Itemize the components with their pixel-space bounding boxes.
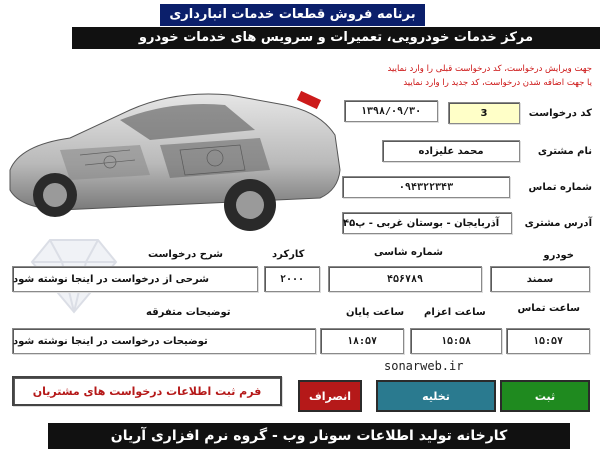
form-title-box: فرم ثبت اطلاعات درخواست های مشتریان xyxy=(12,376,282,406)
phone-input[interactable]: ۰۹۴۳۲۲۳۴۳ xyxy=(342,176,510,198)
car-illustration xyxy=(0,50,345,250)
footer-banner: کارخانه تولید اطلاعات سونار وب - گروه نرم افزاری آریان xyxy=(48,423,570,449)
contact-time-label: ساعت تماس xyxy=(517,303,580,314)
end-time-input[interactable]: ۱۸:۵۷ xyxy=(320,328,404,354)
phone-label: شماره تماس xyxy=(528,182,592,193)
dispatch-time-input[interactable]: ۱۵:۵۸ xyxy=(410,328,502,354)
address-input[interactable]: آذربایجان - بوستان غربی - پ۴۵ xyxy=(342,212,512,234)
misc-input[interactable]: توضیحات درخواست در اینجا نوشته شود xyxy=(12,328,316,354)
contact-time-input[interactable]: ۱۵:۵۷ xyxy=(506,328,590,354)
car-label: خودرو xyxy=(543,250,574,261)
description-input[interactable]: شرحی از درخواست در اینجا نوشته شود xyxy=(12,266,258,292)
dispatch-time-label: ساعت اعزام xyxy=(424,307,486,318)
chassis-input[interactable]: ۴۵۶۷۸۹ xyxy=(328,266,482,292)
request-code-input[interactable]: 3 xyxy=(448,102,520,124)
notice-line-1: جهت ویرایش درخواست، کد درخواست قبلی را وارد نمایید xyxy=(387,64,592,74)
request-code-label: کد درخواست xyxy=(528,108,592,119)
chassis-label: شماره شاسی xyxy=(374,247,443,258)
end-time-label: ساعت پایان xyxy=(346,307,405,318)
misc-label: توضیحات متفرقه xyxy=(146,307,231,318)
clear-button[interactable]: تخلیه xyxy=(376,380,496,412)
customer-name-label: نام مشتری xyxy=(537,146,592,157)
notice-line-2: یا جهت اضافه شدن درخواست، کد جدید را وارد نمایید xyxy=(403,78,592,88)
app-title-banner: برنامه فروش قطعات خدمات انبارداری xyxy=(160,4,425,26)
description-label: شرح درخواست xyxy=(148,249,223,260)
website-text: sonarweb.ir xyxy=(384,359,464,373)
customer-name-input[interactable]: محمد علیزاده xyxy=(382,140,520,162)
save-button[interactable]: ثبت xyxy=(500,380,590,412)
cancel-button[interactable]: انصراف xyxy=(298,380,362,412)
car-input[interactable]: سمند xyxy=(490,266,590,292)
date-field[interactable]: ۱۳۹۸/۰۹/۳۰ xyxy=(344,100,438,122)
app-subtitle-banner: مرکز خدمات خودرویی، تعمیرات و سرویس های خدمات خودرو xyxy=(72,27,600,49)
mileage-label: کارکرد xyxy=(272,249,305,260)
address-label: آدرس مشتری xyxy=(524,218,592,229)
mileage-input[interactable]: ۲۰۰۰ xyxy=(264,266,320,292)
